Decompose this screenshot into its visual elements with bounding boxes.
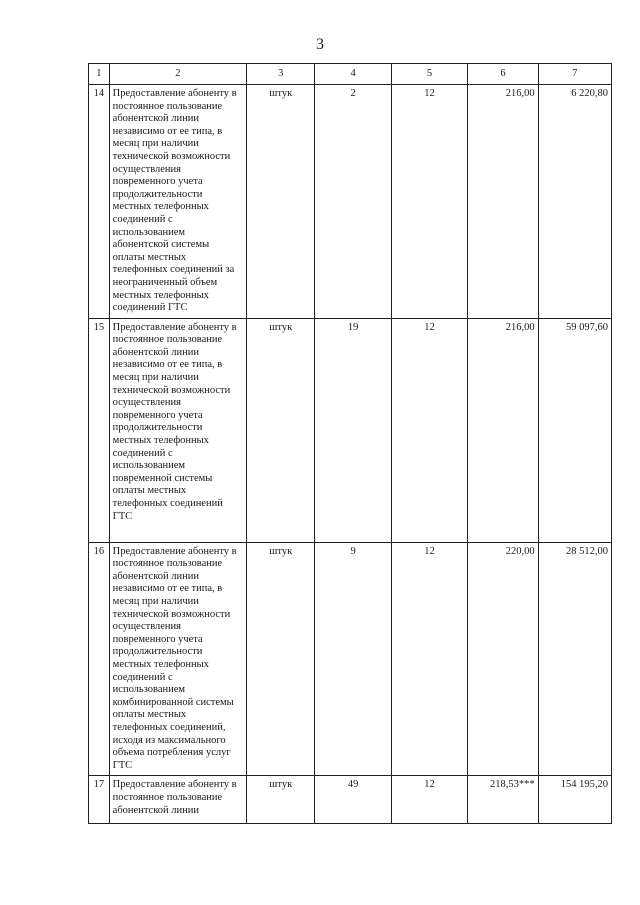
service-description: Предоставление абоненту в постоянное пользование абонентской линии независимо от ее типа, в месяц при наличии технической возможности осуществления повременного учета продолжительности местных телефонных соединений с использованием комбинированной системы оплаты местных телефонных соединений, исходя из максимального объема потребления услуг ГТС [109, 542, 246, 776]
price-cell: 220,00 [468, 542, 538, 776]
column-header: 5 [391, 64, 467, 85]
months-cell: 12 [391, 318, 467, 542]
tariff-table [88, 63, 612, 824]
unit-cell: штук [247, 85, 315, 319]
unit-cell: штук [247, 318, 315, 542]
column-header: 1 [89, 64, 110, 85]
row-number: 15 [89, 318, 110, 542]
service-description: Предоставление абоненту в постоянное пользование абонентской линии [109, 776, 246, 824]
column-header: 3 [247, 64, 315, 85]
quantity-cell: 49 [315, 776, 391, 824]
total-cell: 28 512,00 [538, 542, 611, 776]
service-description: Предоставление абоненту в постоянное пользование абонентской линии независимо от ее типа, в месяц при наличии технической возможности осуществления повременного учета продолжительности местных телефонных соединений с использованием повременной системы оплаты местных телефонных соединений ГТС [109, 318, 246, 542]
page-number: 3 [316, 36, 324, 53]
table-row [89, 85, 612, 319]
column-header: 7 [538, 64, 611, 85]
quantity-cell: 9 [315, 542, 391, 776]
quantity-cell: 19 [315, 318, 391, 542]
column-header: 4 [315, 64, 391, 85]
months-cell: 12 [391, 85, 467, 319]
table-row [89, 542, 612, 776]
price-cell: 218,53*** [468, 776, 538, 824]
table-row [89, 776, 612, 824]
table-row [89, 318, 612, 542]
row-number: 14 [89, 85, 110, 319]
column-header: 6 [468, 64, 538, 85]
quantity-cell: 2 [315, 85, 391, 319]
price-cell: 216,00 [468, 85, 538, 319]
table-header-row [89, 64, 612, 85]
total-cell: 154 195,20 [538, 776, 611, 824]
total-cell: 59 097,60 [538, 318, 611, 542]
total-cell: 6 220,80 [538, 85, 611, 319]
months-cell: 12 [391, 542, 467, 776]
column-header: 2 [109, 64, 246, 85]
row-number: 16 [89, 542, 110, 776]
price-cell: 216,00 [468, 318, 538, 542]
months-cell: 12 [391, 776, 467, 824]
service-description: Предоставление абоненту в постоянное пользование абонентской линии независимо от ее типа, в месяц при наличии технической возможности осуществления повременного учета продолжительности местных телефонных соединений с использованием абонентской системы оплаты местных телефонных соединений за неограниченный объем местных телефонных соединений ГТС [109, 85, 246, 319]
row-number: 17 [89, 776, 110, 824]
unit-cell: штук [247, 776, 315, 824]
unit-cell: штук [247, 542, 315, 776]
